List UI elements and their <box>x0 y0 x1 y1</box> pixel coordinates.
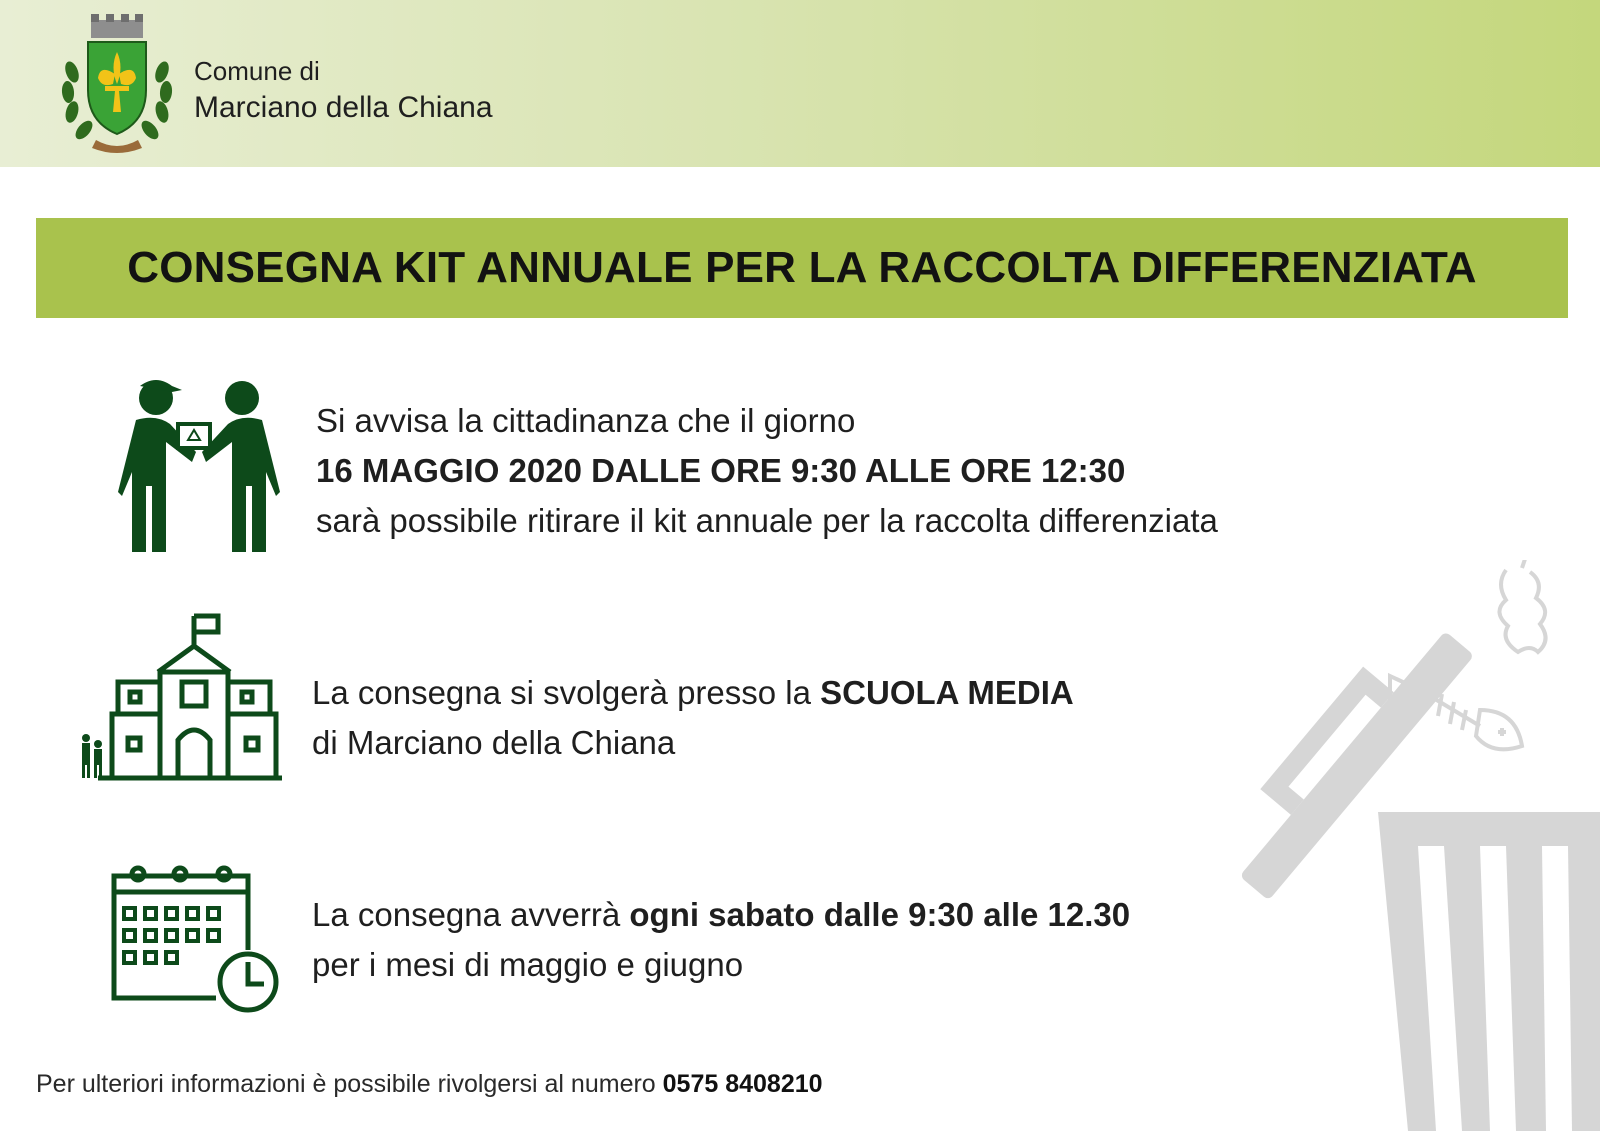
schedule-line1: La consegna avverrà <box>312 896 630 933</box>
phone-number: 0575 8408210 <box>662 1070 823 1098</box>
schedule-hours: ogni sabato dalle 9:30 alle 12.30 <box>629 896 1131 933</box>
page-title: CONSEGNA KIT ANNUALE PER LA RACCOLTA DIFFERENZIATA <box>127 243 1477 292</box>
municipality-prefix: Comune di <box>194 56 320 86</box>
announcement-line3: sarà possibile ritirare il kit annuale per la raccolta differenziata <box>316 502 1218 539</box>
municipality-title: Marciano della Chiana <box>194 91 493 124</box>
calendar-clock-icon <box>108 862 286 1018</box>
trash-bin-icon <box>1230 560 1600 1131</box>
location-line2: di Marciano della Chiana <box>312 724 676 761</box>
title-band <box>36 218 1568 318</box>
location-line1: La consegna si svolgerà presso la <box>312 674 821 711</box>
location-text <box>312 668 1074 768</box>
footer-text: Per ulteriori informazioni è possibile rivolgersi al numero <box>36 1070 663 1098</box>
school-building-icon <box>78 612 282 782</box>
announcement-text <box>316 396 1218 546</box>
header-banner <box>0 0 1600 167</box>
municipal-crest-icon <box>58 12 176 154</box>
municipality-name <box>194 54 493 128</box>
announcement-date: 16 MAGGIO 2020 DALLE ORE 9:30 ALLE ORE 12:30 <box>316 452 1126 489</box>
schedule-line2: per i mesi di maggio e giugno <box>312 946 744 983</box>
announcement-line1: Si avvisa la cittadinanza che il giorno <box>316 402 856 439</box>
location-school: SCUOLA MEDIA <box>820 674 1074 711</box>
footer-contact <box>36 1070 823 1099</box>
schedule-text <box>312 890 1130 990</box>
kit-handover-icon <box>114 376 284 556</box>
apple-core-icon <box>1499 560 1545 652</box>
